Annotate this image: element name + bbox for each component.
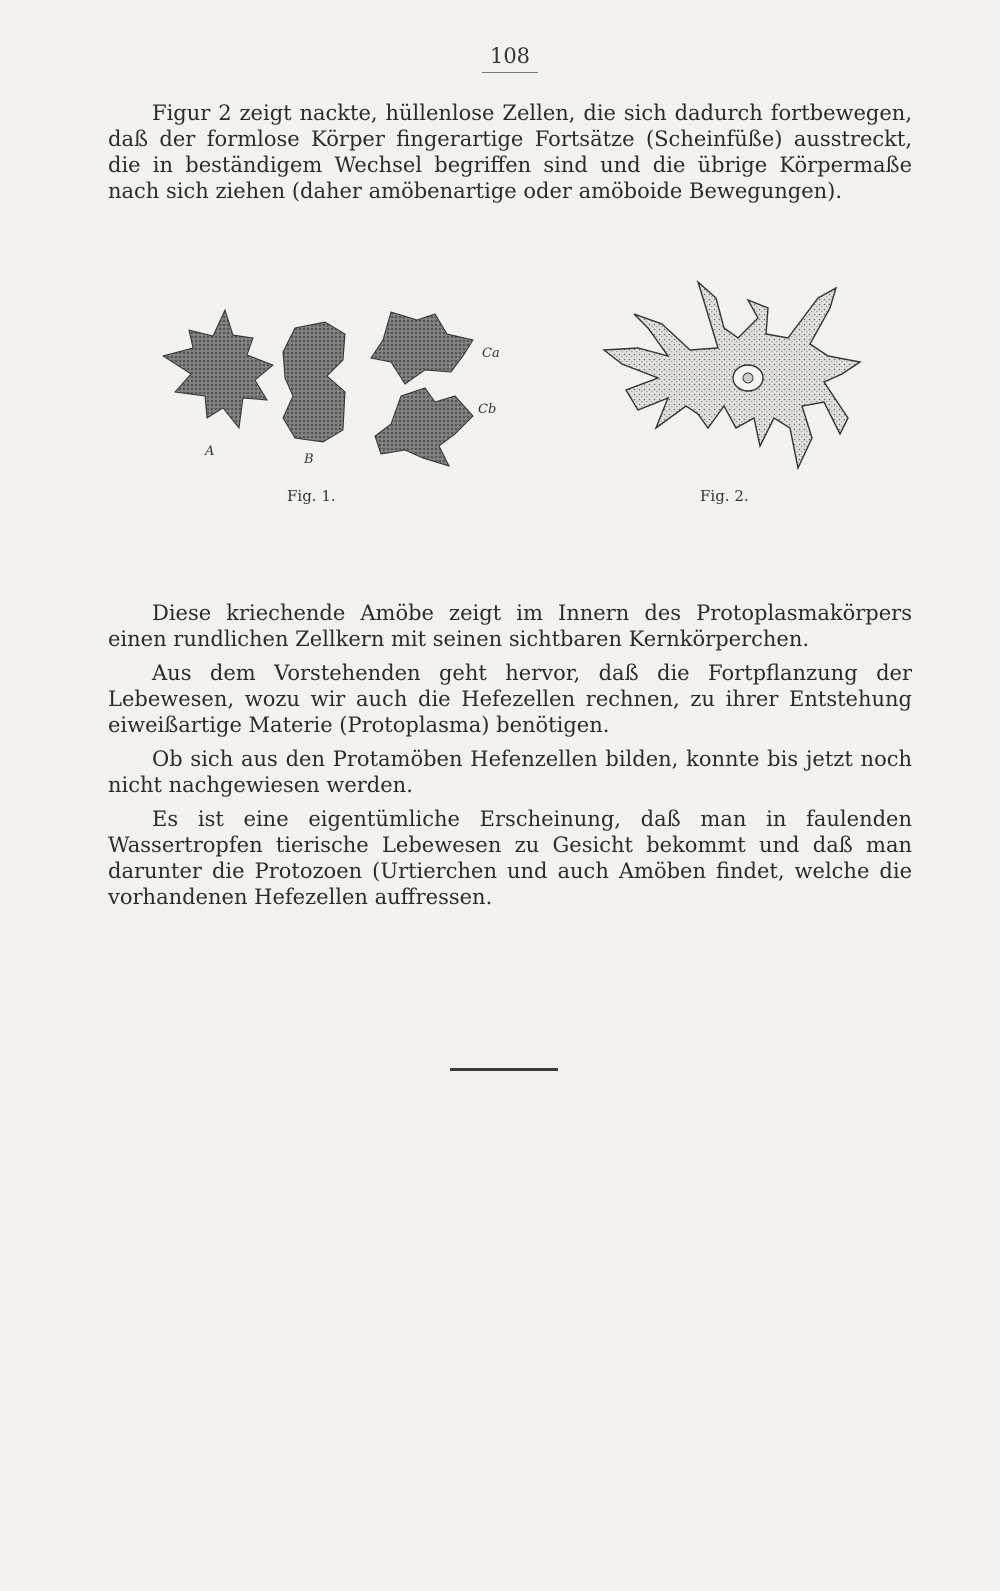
figure-1-label-a: A [205, 444, 215, 459]
paragraph-protozoa: Es ist eine eigentümliche Erscheinung, daß man in faulenden Wassertropfen tierische Lebewesen zu Gesicht bekommt und daß man darunter die Protozoen (Urtierchen und auch Amöben findet, welche die vorhandenen Hefezellen auffressen. [108, 807, 912, 909]
nucleolus-shape [743, 373, 753, 383]
paragraph-reproduction: Aus dem Vorstehenden geht hervor, daß die Fortpflanzung der Lebewesen, wozu wir auch die Hefezellen rechnen, zu ihrer Entstehung eiweißartige Materie (Protoplasma) benötigen. [108, 661, 912, 737]
paragraph-protamoeba: Ob sich aus den Protamöben Hefenzellen bilden, konnte bis jetzt noch nicht nachgewiesen werden. [108, 747, 912, 797]
figure-2-amoeba [598, 278, 863, 473]
figure-1-label-b: B [304, 452, 314, 467]
amoeba-ca-shape [371, 312, 473, 384]
amoeba-b-shape [283, 322, 345, 442]
paragraph-crawling-amoeba: Diese kriechende Amöbe zeigt im Innern des Protoplasmakörpers einen rundlichen Zellkern mit seinen sichtbaren Kernkörperchen. [108, 601, 912, 651]
amoeba-cb-shape [375, 388, 473, 466]
section-end-rule [450, 1068, 558, 1071]
amoeba-a-shape [163, 310, 273, 428]
figure-1-label-ca: Ca [482, 346, 500, 361]
figure-1-label-cb: Cb [478, 402, 497, 417]
page-number-rule [482, 72, 538, 73]
figure-1-caption: Fig. 1. [287, 487, 336, 505]
paragraph-figure-2-description: Figur 2 zeigt nackte, hüllenlose Zellen, die sich dadurch fortbewegen, daß der formlose Körper fingerartige Fortsätze (Scheinfüße) ausstreckt, die in beständigem Wechsel begriffen sind und die übrige Körpermaße nach sich ziehen (daher amöbenartige oder amöboide Bewegungen). [108, 101, 912, 203]
amoeba-body-shape [604, 282, 860, 468]
page-number: 108 [489, 44, 531, 68]
figure-2-caption: Fig. 2. [700, 487, 749, 505]
